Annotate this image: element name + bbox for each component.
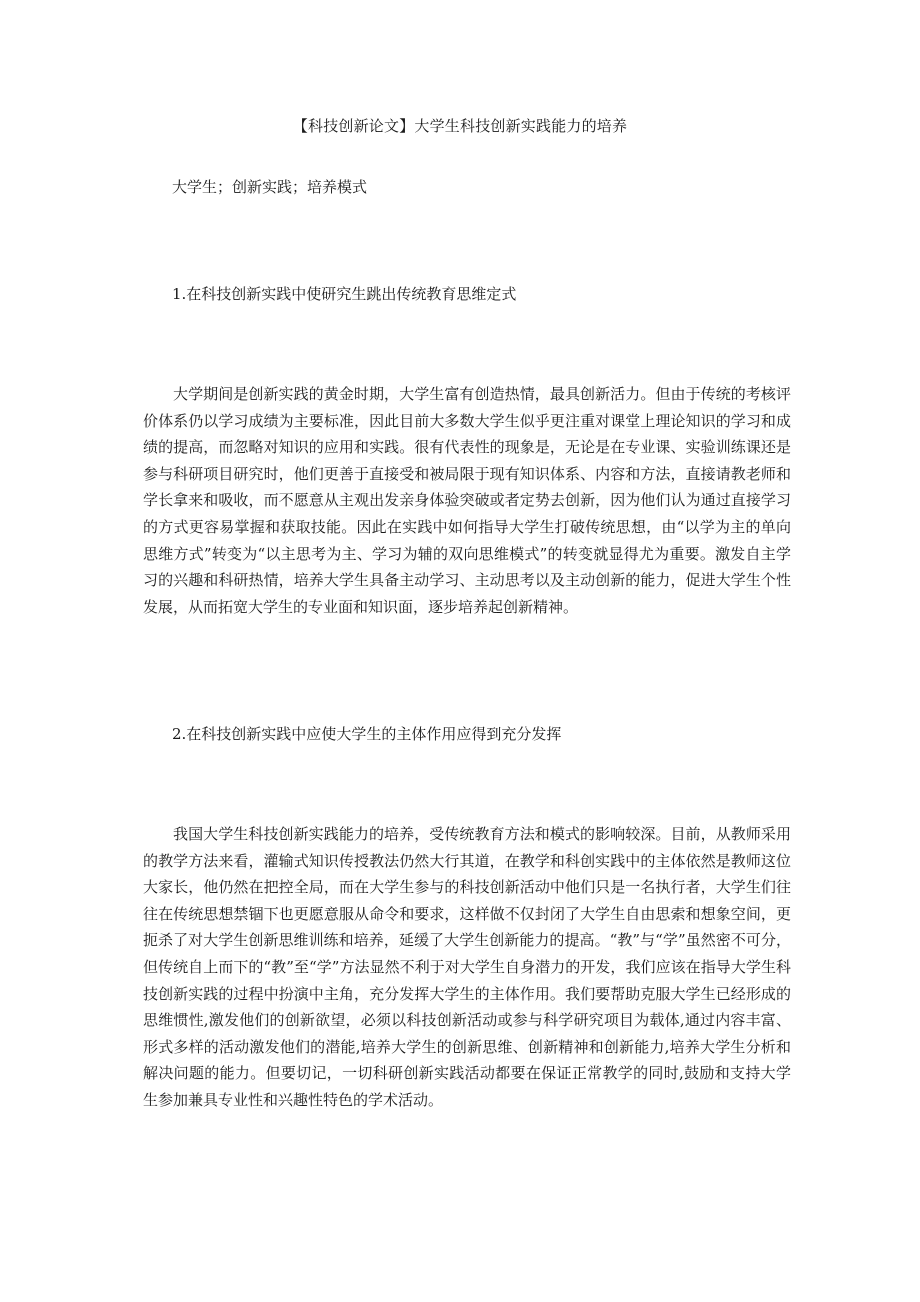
section-paragraph-1: 大学期间是创新实践的黄金时期，大学生富有创造热情，最具创新活力。但由于传统的考核评价体系仍以学习成绩为主要标准，因此目前大多数大学生似乎更注重对课堂上理论知识的学习和成绩的提高，而忽略对知识的应用和实践。很有代表性的现象是，无论是在专业课、实验训练课还是参与科研项目研究时，他们更善于直接受和被局限于现有知识体系、内容和方法，直接请教老师和学长拿来和吸收，而不愿意从主观出发亲身体验突破或者定势去创新，因为他们认为通过直接学习的方式更容易掌握和获取技能。因此在实践中如何指导大学生打破传统思想，由“以学为主的单向思维方式”转变为“以主思考为主、学习为辅的双向思维模式”的转变就显得尤为重要。激发自主学习的兴趣和科研热情，培养大学生具备主动学习、主动思考以及主动创新的能力，促进大学生个性发展，从而拓宽大学生的专业面和知识面，逐步培养起创新精神。 [143, 385, 791, 616]
section-heading-2: 2.在科技创新实践中应使大学生的主体作用应得到充分发挥 [172, 725, 562, 743]
page-title: 【科技创新论文】大学生科技创新实践能力的培养 [292, 117, 628, 135]
keywords: 大学生；创新实践；培养模式 [172, 178, 368, 196]
section-paragraph-2: 我国大学生科技创新实践能力的培养，受传统教育方法和模式的影响较深。目前，从教师采用的教学方法来看，灌输式知识传授教法仍然大行其道，在教学和科创实践中的主体依然是教师这位大家长，他仍然在把控全局，而在大学生参与的科技创新活动中他们只是一名执行者，大学生们往往在传统思想禁锢下也更愿意服从命令和要求，这样做不仅封闭了大学生自由思索和想象空间，更扼杀了对大学生创新思维训练和培养，延缓了大学生创新能力的提高。“教”与“学”虽然密不可分，但传统自上而下的“教”至“学”方法显然不利于对大学生自身潜力的开发，我们应该在指导大学生科技创新实践的过程中扮演中主角，充分发挥大学生的主体作用。我们要帮助克服大学生已经形成的思维惯性,激发他们的创新欲望，必须以科技创新活动或参与科学研究项目为载体,通过内容丰富、形式多样的活动激发他们的潜能,培养大学生的创新思维、创新精神和创新能力,培养大学生分析和解决问题的能力。但要切记，一切科研创新实践活动都要在保证正常教学的同时,鼓励和支持大学生参加兼具专业性和兴趣性特色的学术活动。 [143, 825, 791, 1109]
section-heading-1: 1.在科技创新实践中使研究生跳出传统教育思维定式 [172, 285, 517, 303]
